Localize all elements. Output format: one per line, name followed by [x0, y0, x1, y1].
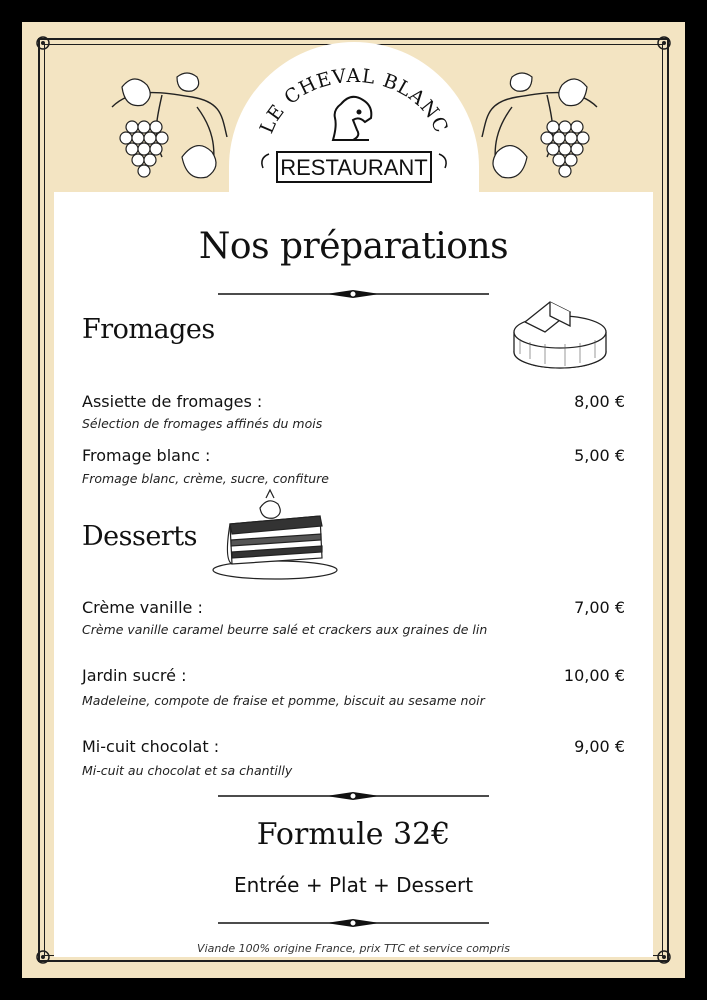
footer-note: Viande 100% origine France, prix TTC et service compris: [197, 942, 510, 955]
corner-ornament-icon: [32, 32, 54, 54]
section-title-desserts: Desserts: [82, 521, 197, 552]
page-title: Nos préparations: [198, 226, 509, 267]
formule-title: Formule 32€: [256, 817, 451, 852]
divider-ornament: [216, 289, 491, 299]
grapevine-illustration: [477, 67, 607, 192]
brand-subtitle: RESTAURANT: [280, 155, 428, 180]
divider-ornament: [216, 918, 491, 928]
menu-item-description: Mi-cuit au chocolat et sa chantilly: [82, 763, 293, 778]
menu-item-description: Fromage blanc, crème, sucre, confiture: [82, 471, 329, 486]
restaurant-logo: [229, 42, 479, 192]
brand-name-arc: LE CHEVAL BLANC: [255, 64, 453, 137]
section-title-fromages: Fromages: [82, 314, 215, 345]
layer-cake-illustration: [210, 488, 340, 584]
horse-head-icon: [333, 97, 371, 140]
menu-item-price: 10,00 €: [563, 666, 625, 685]
menu-item-name: Fromage blanc :: [82, 446, 211, 465]
menu-item-description: Sélection de fromages affinés du mois: [82, 416, 323, 431]
cheese-wheel-illustration: [510, 294, 610, 374]
menu-item-price: 5,00 €: [574, 446, 625, 465]
menu-item-name: Assiette de fromages :: [82, 392, 263, 411]
menu-item-description: Crème vanille caramel beurre salé et crackers aux graines de lin: [82, 622, 488, 637]
menu-item-description: Madeleine, compote de fraise et pomme, biscuit au sesame noir: [82, 693, 485, 708]
formule-subtitle: Entrée + Plat + Dessert: [233, 873, 474, 897]
menu-item-price: 7,00 €: [574, 598, 625, 617]
grapevine-illustration: [102, 67, 232, 192]
menu-item-price: 9,00 €: [574, 737, 625, 756]
menu-item-name: Crème vanille :: [82, 598, 203, 617]
corner-ornament-icon: [653, 32, 675, 54]
menu-item-price: 8,00 €: [574, 392, 625, 411]
menu-item-name: Mi-cuit chocolat :: [82, 737, 220, 756]
divider-ornament: [216, 791, 491, 801]
menu-item-name: Jardin sucré :: [82, 666, 187, 685]
